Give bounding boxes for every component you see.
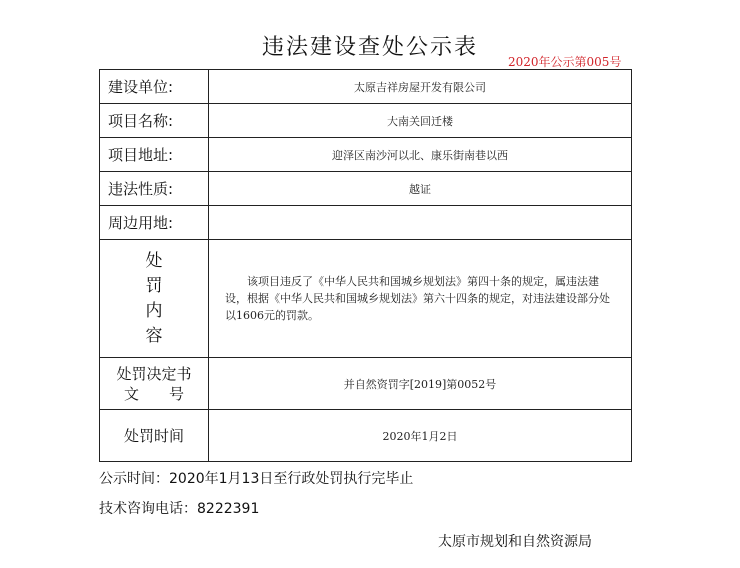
decision-value: 并自然资罚字[2019]第0052号 xyxy=(209,358,632,410)
table-row-project-address xyxy=(100,138,632,172)
table-row-unit xyxy=(100,70,632,104)
project-name-value: 大南关回迁楼 xyxy=(209,104,632,138)
publicity-time: 公示时间：2020年1月13日至行政处罚执行完毕止 xyxy=(99,471,414,487)
table-row-decision xyxy=(100,358,632,410)
table-row-surrounding xyxy=(100,206,632,240)
punishment-value: 该项目违反了《中华人民共和国城乡规划法》第四十条的规定，属违法建设，根据《中华人民共和国城乡规划法》第六十四条的规定，对违法建设部分处以1606元的罚款。 xyxy=(209,240,632,358)
punishment-label-char: 容 xyxy=(145,325,163,346)
punishment-label-char: 处 xyxy=(145,250,163,271)
unit-label: 建设单位: xyxy=(100,70,209,104)
punish-date-value: 2020年1月2日 xyxy=(209,410,632,462)
surrounding-value xyxy=(209,206,632,240)
table-row-violation-nature xyxy=(100,172,632,206)
violation-nature-value: 越证 xyxy=(209,172,632,206)
table-row-punishment xyxy=(100,240,632,358)
punishment-label-char: 内 xyxy=(145,300,163,321)
consult-phone: 技术咨询电话：8222391 xyxy=(99,501,260,517)
decision-label-line1: 处罚决定书 xyxy=(116,364,192,383)
project-address-value: 迎泽区南沙河以北、康乐街南巷以西 xyxy=(209,138,632,172)
issuing-authority: 太原市规划和自然资源局 xyxy=(438,534,592,550)
document-number: 2020年公示第005号 xyxy=(508,55,622,69)
punishment-label-char: 罚 xyxy=(145,275,163,296)
decision-label xyxy=(100,358,209,410)
project-address-label: 项目地址: xyxy=(100,138,209,172)
violation-nature-label: 违法性质: xyxy=(100,172,209,206)
document-title: 违法建设查处公示表 xyxy=(261,35,478,60)
decision-label-line2: 文 号 xyxy=(123,384,184,403)
punishment-label xyxy=(100,240,209,358)
project-name-label: 项目名称: xyxy=(100,104,209,138)
punish-date-label: 处罚时间 xyxy=(100,410,209,462)
table-row-punish-date xyxy=(100,410,632,462)
violation-notice-table xyxy=(99,69,632,462)
table-row-project-name xyxy=(100,104,632,138)
unit-value: 太原吉祥房屋开发有限公司 xyxy=(209,70,632,104)
surrounding-label: 周边用地: xyxy=(100,206,209,240)
